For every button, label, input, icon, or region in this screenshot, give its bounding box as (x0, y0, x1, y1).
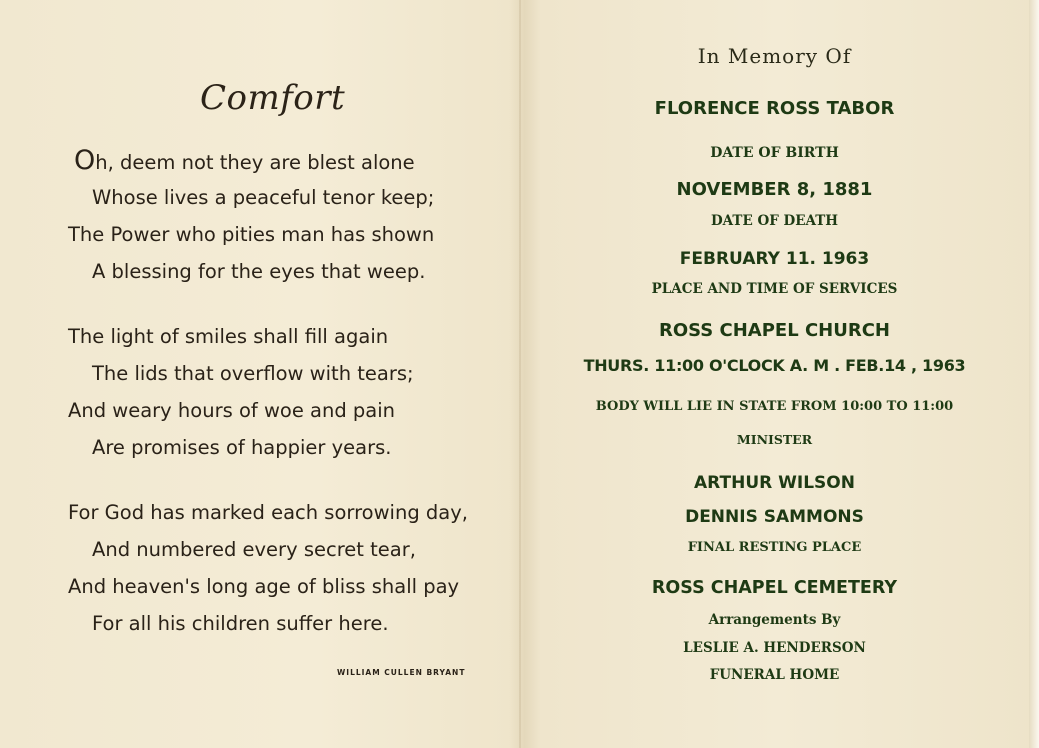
poem-line (68, 179, 498, 216)
minister-label: MINISTER (736, 432, 813, 447)
poem-line: And weary hours of woe and pain (68, 399, 396, 422)
poem-line: For all his children suffer here. (92, 612, 389, 635)
minister-name: ARTHUR WILSON (694, 473, 855, 493)
poem-author: WILLIAM CULLEN BRYANT (337, 668, 466, 677)
memorial-panel (520, 0, 1029, 748)
funeral-home-suffix: FUNERAL HOME (709, 667, 840, 683)
services-label: PLACE AND TIME OF SERVICES (651, 281, 898, 297)
memorial-heading: In Memory Of (697, 44, 852, 68)
poem-line: Are promises of happier years. (92, 436, 392, 459)
poem-line: For God has marked each sorrowing day, (68, 501, 468, 524)
poem-stanza-2 (68, 318, 498, 466)
death-date: FEBRUARY 11. 1963 (679, 249, 870, 269)
lie-in-state: BODY WILL LIE IN STATE FROM 10:00 TO 11:00 (595, 399, 954, 414)
arrangements-label: Arrangements By (708, 612, 841, 628)
poem-line: The lids that overflow with tears; (92, 362, 414, 385)
poem-line (68, 216, 498, 253)
poem-line: And heaven's long age of bliss shall pay (68, 575, 460, 598)
funeral-home-name: LESLIE A. HENDERSON (683, 640, 866, 656)
poem-line (68, 253, 498, 290)
poem-dropcap: O (74, 145, 96, 176)
poem-line-text: h, deem not they are blest alone (95, 151, 415, 174)
death-label: DATE OF DEATH (710, 213, 839, 229)
poem-line-text: The Power who pities man has shown (68, 223, 435, 246)
poem-line-text: A blessing for the eyes that weep. (92, 260, 426, 283)
deceased-name: FLORENCE ROSS TABOR (654, 98, 895, 119)
minister-name: DENNIS SAMMONS (685, 507, 864, 527)
poem-line: And numbered every secret tear, (92, 538, 416, 561)
poem-stanza-1 (68, 142, 498, 290)
services-time: THURS. 11:00 O'CLOCK A. M . FEB.14 , 1963 (583, 356, 966, 375)
birth-date: NOVEMBER 8, 1881 (676, 179, 873, 200)
resting-place: ROSS CHAPEL CEMETERY (651, 578, 898, 598)
poem-stanza-3 (68, 494, 498, 642)
poem-title: Comfort (200, 78, 346, 118)
resting-label: FINAL RESTING PLACE (687, 540, 862, 555)
poem-line: The light of smiles shall fill again (68, 325, 389, 348)
services-place: ROSS CHAPEL CHURCH (658, 320, 890, 341)
poem-line-text: Whose lives a peaceful tenor keep; (92, 186, 435, 209)
poem-line (68, 142, 498, 179)
birth-label: DATE OF BIRTH (710, 145, 839, 161)
